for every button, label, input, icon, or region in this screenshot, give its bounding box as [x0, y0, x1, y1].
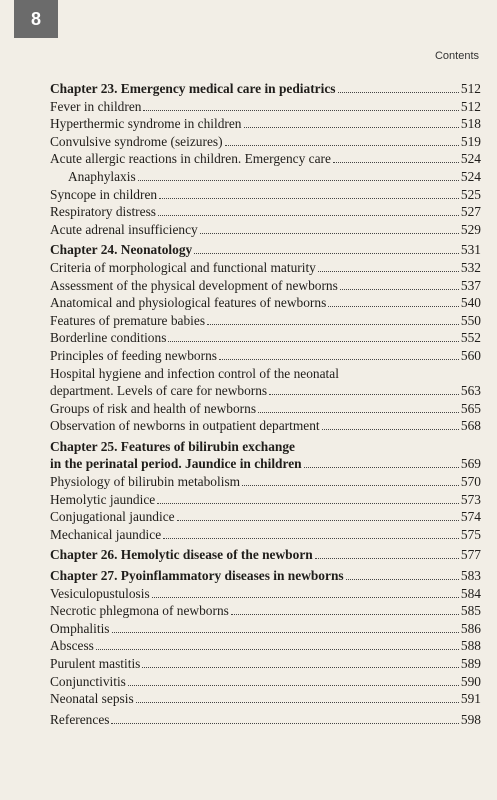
entry-title-line: Hospital hygiene and infection control of the neonatal — [50, 365, 339, 381]
page-ref: 512 — [460, 81, 481, 96]
entry-title: Principles of feeding newborns — [50, 347, 217, 363]
page-ref: 518 — [460, 116, 481, 132]
dot-leader — [112, 632, 459, 633]
entry-title: Physiology of bilirubin metabolism — [50, 474, 241, 490]
page-ref: 540 — [460, 295, 481, 311]
entry-title: Criteria of morphological and functional maturity — [50, 259, 316, 275]
toc-entry — [50, 526, 481, 544]
entry-title: Necrotic phlegmona of newborns — [50, 603, 229, 619]
entry-title: Anaphylaxis — [68, 168, 136, 184]
toc-entry — [50, 673, 481, 691]
entry-title: Neonatal sepsis — [50, 691, 134, 707]
toc-entry — [50, 312, 481, 330]
toc-chapter-section — [50, 80, 481, 238]
entry-title: Mechanical jaundice — [50, 526, 162, 542]
page-ref: 565 — [460, 400, 481, 416]
page-ref: 560 — [460, 347, 481, 363]
entry-title: department. Levels of care for newborns — [50, 383, 268, 399]
dot-leader — [96, 649, 459, 650]
dot-leader — [142, 667, 459, 668]
page-ref: 524 — [460, 168, 481, 184]
entry-title: Groups of risk and health of newborns — [50, 400, 257, 416]
chapter-title: Chapter 23. Emergency medical care in pediatrics — [50, 81, 336, 96]
page-ref: 563 — [460, 383, 481, 399]
dot-leader — [207, 324, 459, 325]
dot-leader — [244, 127, 459, 128]
page-ref: 574 — [460, 509, 481, 525]
page-number: 8 — [14, 0, 58, 38]
page-ref: 591 — [460, 691, 481, 707]
dot-leader — [258, 412, 459, 413]
toc-entry — [50, 491, 481, 509]
toc-entry — [50, 329, 481, 347]
toc-entry — [50, 150, 481, 168]
dot-leader — [225, 145, 459, 146]
page-ref: 550 — [460, 312, 481, 328]
toc-entry — [50, 294, 481, 312]
table-of-contents — [50, 80, 481, 728]
page-ref: 583 — [460, 568, 481, 584]
dot-leader — [304, 467, 459, 468]
toc-entry — [50, 259, 481, 277]
entry-title: Hyperthermic syndrome in children — [50, 116, 242, 132]
dot-leader — [128, 685, 459, 686]
toc-entry — [50, 115, 481, 133]
toc-chapter-section — [50, 438, 481, 544]
page-ref: 529 — [460, 221, 481, 237]
toc-entry — [50, 277, 481, 295]
page-ref: 577 — [460, 547, 481, 563]
entry-title: Purulent mastitis — [50, 656, 141, 671]
dot-leader — [338, 92, 459, 93]
toc-chapter-heading — [50, 455, 481, 473]
toc-entry — [50, 133, 481, 151]
entry-title: Respiratory distress — [50, 204, 156, 220]
page-ref: 569 — [460, 456, 481, 472]
dot-leader — [219, 359, 459, 360]
entry-title: Omphalitis — [50, 620, 110, 636]
toc-entry — [50, 417, 481, 435]
toc-chapter-heading — [50, 546, 481, 564]
chapter-title: in the perinatal period. Jaundice in children — [50, 456, 302, 472]
entry-title: Vesiculopustulosis — [50, 585, 150, 601]
chapter-title-line: Chapter 25. Features of bilirubin exchange — [50, 438, 295, 454]
toc-entry — [50, 382, 481, 400]
dot-leader — [111, 723, 458, 724]
entry-title: Borderline conditions — [50, 330, 167, 346]
dot-leader — [340, 289, 459, 290]
page-ref: 570 — [460, 474, 481, 490]
running-header: Contents — [434, 50, 479, 62]
toc-chapter-section — [50, 711, 481, 729]
page-ref: 573 — [460, 491, 481, 507]
dot-leader — [315, 558, 459, 559]
entry-title: Features of premature babies — [50, 312, 206, 328]
dot-leader — [159, 198, 459, 199]
dot-leader — [194, 253, 459, 254]
page-ref: 524 — [460, 151, 481, 167]
dot-leader — [269, 394, 459, 395]
page-ref: 552 — [460, 330, 481, 346]
page-ref: 537 — [460, 277, 481, 293]
dot-leader — [158, 215, 459, 216]
page-ref: 519 — [460, 133, 481, 149]
dot-leader — [136, 702, 459, 703]
page-ref: 590 — [460, 673, 481, 689]
toc-chapter-section — [50, 241, 481, 435]
entry-title: Assessment of the physical development of newborns — [50, 277, 338, 293]
toc-chapter-heading — [50, 567, 481, 585]
toc-entry — [50, 168, 481, 186]
entry-title: Anatomical and physiological features of newborns — [50, 295, 327, 311]
dot-leader — [152, 597, 459, 598]
page-ref: 525 — [460, 186, 481, 202]
page-ref: 512 — [460, 98, 481, 114]
page-ref: 568 — [460, 418, 481, 434]
entry-title: Observation of newborns in outpatient department — [50, 418, 320, 434]
page-ref: 585 — [460, 603, 481, 619]
toc-entry — [50, 602, 481, 620]
entry-title: Abscess — [50, 638, 94, 654]
dot-leader — [231, 614, 459, 615]
chapter-title: Chapter 26. Hemolytic disease of the newborn — [50, 547, 313, 563]
toc-entry — [50, 400, 481, 418]
page-ref: 532 — [460, 259, 481, 275]
toc-entry — [50, 585, 481, 603]
page-ref: 586 — [460, 620, 481, 636]
entry-title: Acute allergic reactions in children. Emergency care — [50, 151, 331, 167]
toc-entry — [50, 186, 481, 204]
dot-leader — [163, 538, 459, 539]
entry-title: References — [50, 711, 110, 727]
dot-leader — [138, 180, 459, 181]
dot-leader — [168, 341, 459, 342]
toc-chapter-heading — [50, 241, 481, 259]
chapter-title: Chapter 24. Neonatology — [50, 242, 193, 258]
dot-leader — [242, 485, 459, 486]
dot-leader — [346, 579, 459, 580]
toc-entry — [50, 690, 481, 708]
entry-title: Syncope in children — [50, 186, 158, 202]
page-ref: 589 — [460, 656, 481, 671]
entry-title: Conjunctivitis — [50, 673, 126, 689]
toc-entry — [50, 98, 481, 116]
toc-chapter-section — [50, 567, 481, 708]
page-ref: 588 — [460, 638, 481, 654]
toc-entry — [50, 655, 481, 673]
entry-title: Acute adrenal insufficiency — [50, 221, 198, 237]
entry-title: Conjugational jaundice — [50, 509, 175, 525]
dot-leader — [200, 233, 459, 234]
page-ref: 527 — [460, 204, 481, 220]
dot-leader — [157, 503, 459, 504]
dot-leader — [322, 429, 459, 430]
toc-entry — [50, 637, 481, 655]
page-ref: 584 — [460, 585, 481, 601]
dot-leader — [318, 271, 459, 272]
page-ref: 575 — [460, 526, 481, 542]
toc-chapter-section — [50, 546, 481, 564]
dot-leader — [143, 110, 458, 111]
dot-leader — [333, 162, 459, 163]
dot-leader — [328, 306, 459, 307]
chapter-title: Chapter 27. Pyoinflammatory diseases in newborns — [50, 568, 344, 584]
toc-chapter-heading — [50, 80, 481, 98]
page-ref: 598 — [460, 711, 481, 727]
toc-entry — [50, 620, 481, 638]
dot-leader — [177, 520, 459, 521]
page-ref: 531 — [460, 242, 481, 258]
toc-entry — [50, 711, 481, 729]
toc-entry — [50, 203, 481, 221]
entry-title: Convulsive syndrome (seizures) — [50, 133, 223, 149]
entry-title: Hemolytic jaundice — [50, 491, 156, 507]
toc-entry — [50, 347, 481, 365]
toc-entry — [50, 473, 481, 491]
toc-entry — [50, 221, 481, 239]
toc-entry — [50, 508, 481, 526]
entry-title: Fever in children — [50, 98, 142, 114]
